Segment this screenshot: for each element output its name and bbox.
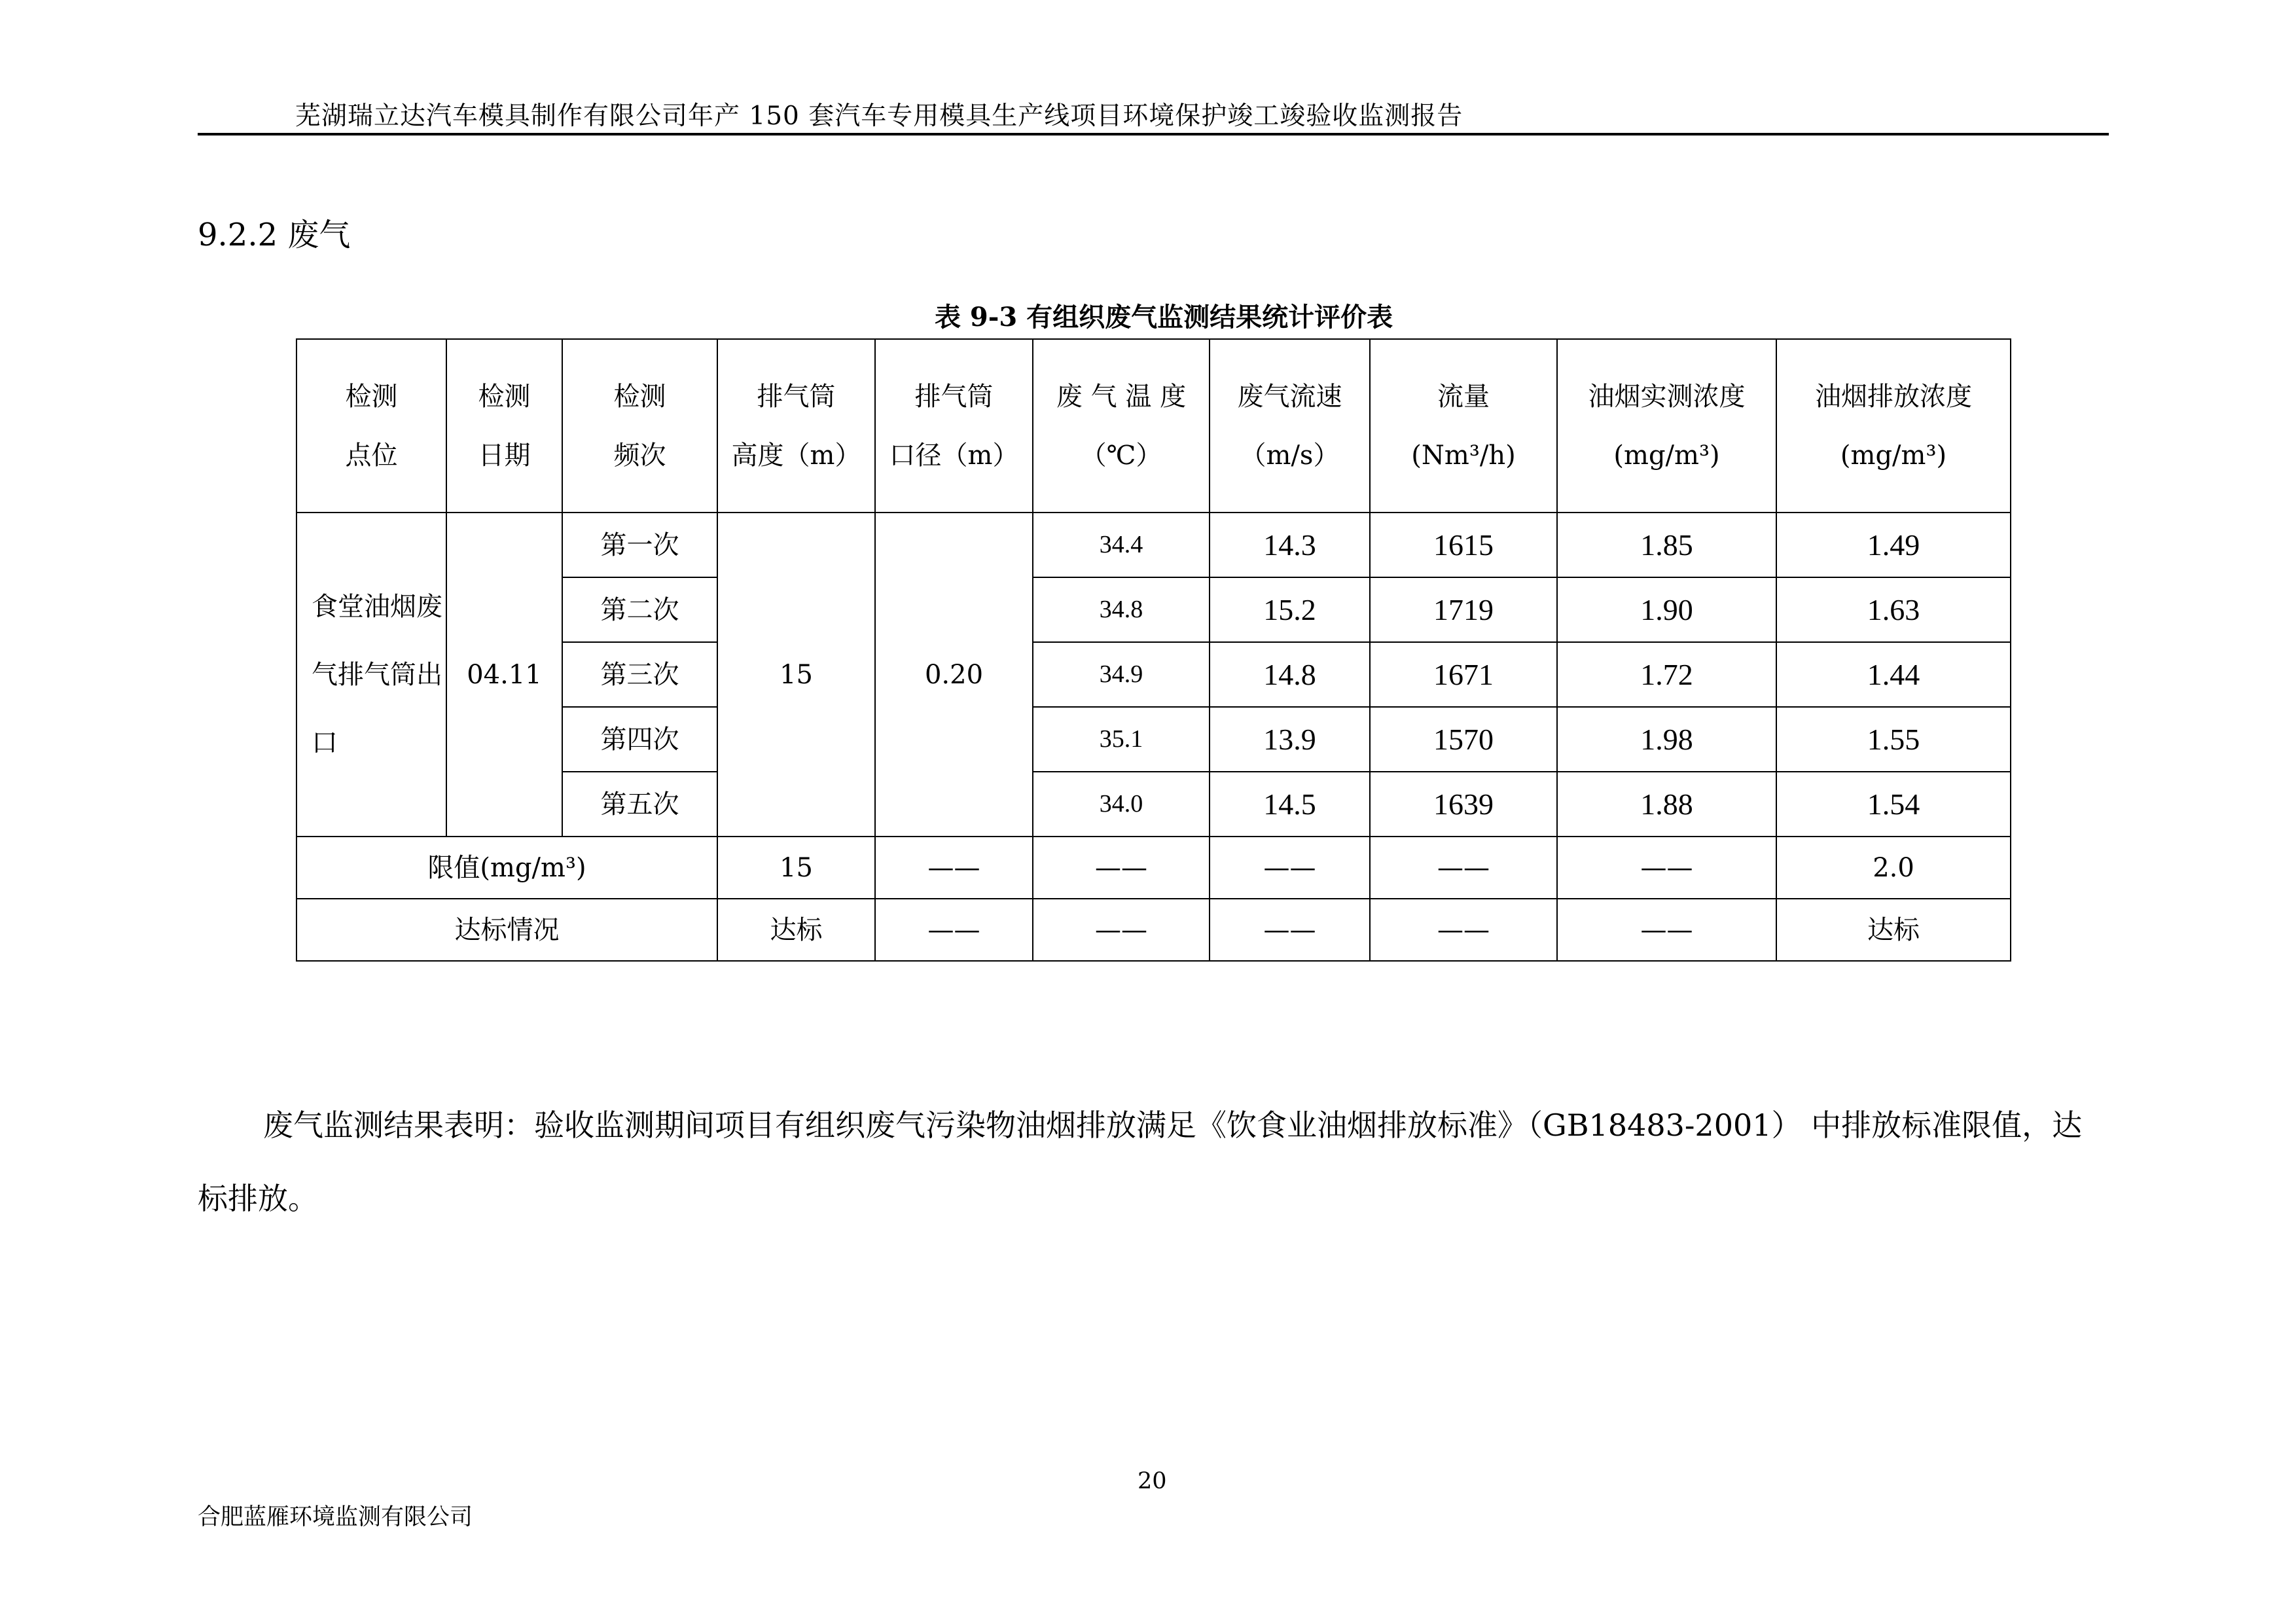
flow-cell: 1615 (1370, 513, 1557, 577)
limit-diameter: —— (875, 837, 1033, 899)
header-flow: 流量 (Nm³/h) (1370, 339, 1557, 513)
actual-concentration-cell: 1.90 (1557, 577, 1776, 642)
header-actual-concentration: 油烟实测浓度 (mg/m³) (1557, 339, 1776, 513)
table-row (296, 513, 2011, 577)
limit-label: 限值(mg/m³) (296, 837, 717, 899)
velocity-cell: 14.3 (1210, 513, 1370, 577)
stack-height-cell: 15 (717, 513, 875, 837)
temperature-cell: 34.4 (1033, 513, 1210, 577)
compliance-actual: —— (1557, 899, 1776, 961)
frequency-cell: 第一次 (562, 513, 717, 577)
header-frequency: 检测 频次 (562, 339, 717, 513)
actual-concentration-cell: 1.88 (1557, 772, 1776, 837)
header-gas-temperature: 废 气 温 度 （℃） (1033, 339, 1210, 513)
actual-concentration-cell: 1.85 (1557, 513, 1776, 577)
temperature-cell: 35.1 (1033, 707, 1210, 772)
temperature-cell: 34.9 (1033, 642, 1210, 707)
emission-concentration-cell: 1.54 (1776, 772, 2011, 837)
compliance-flow: —— (1370, 899, 1557, 961)
conclusion-paragraph: 废气监测结果表明：验收监测期间项目有组织废气污染物油烟排放满足《饮食业油烟排放标准》（GB18483-2001） 中排放标准限值，达标排放。 (198, 1108, 2083, 1216)
header-stack-height: 排气筒 高度（m） (717, 339, 875, 513)
section-title: 9.2.2 废气 (198, 217, 351, 253)
limit-height: 15 (717, 837, 875, 899)
emission-concentration-cell: 1.63 (1776, 577, 2011, 642)
limit-velocity: —— (1210, 837, 1370, 899)
compliance-temperature: —— (1033, 899, 1210, 961)
compliance-emission: 达标 (1776, 899, 2011, 961)
velocity-cell: 15.2 (1210, 577, 1370, 642)
flow-cell: 1719 (1370, 577, 1557, 642)
emission-concentration-cell: 1.55 (1776, 707, 2011, 772)
report-header-title: 芜湖瑞立达汽车模具制作有限公司年产 150 套汽车专用模具生产线项目环境保护竣工竣验收监测报告 (295, 101, 1463, 131)
velocity-cell: 14.8 (1210, 642, 1370, 707)
compliance-height: 达标 (717, 899, 875, 961)
date-cell: 04.11 (446, 513, 562, 837)
table-header-row (296, 339, 2011, 513)
flow-cell: 1570 (1370, 707, 1557, 772)
temperature-cell: 34.8 (1033, 577, 1210, 642)
header-gas-velocity: 废气流速 （m/s） (1210, 339, 1370, 513)
frequency-cell: 第二次 (562, 577, 717, 642)
header-divider (198, 133, 2109, 135)
temperature-cell: 34.0 (1033, 772, 1210, 837)
limit-flow: —— (1370, 837, 1557, 899)
header-emission-concentration: 油烟排放浓度 (mg/m³) (1776, 339, 2011, 513)
limit-row (296, 837, 2011, 899)
stack-diameter-cell: 0.20 (875, 513, 1033, 837)
compliance-velocity: —— (1210, 899, 1370, 961)
limit-temperature: —— (1033, 837, 1210, 899)
emission-concentration-cell: 1.44 (1776, 642, 2011, 707)
header-date: 检测 日期 (446, 339, 562, 513)
velocity-cell: 14.5 (1210, 772, 1370, 837)
page-number: 20 (1138, 1468, 1167, 1494)
compliance-row (296, 899, 2011, 961)
frequency-cell: 第四次 (562, 707, 717, 772)
frequency-cell: 第三次 (562, 642, 717, 707)
actual-concentration-cell: 1.72 (1557, 642, 1776, 707)
velocity-cell: 13.9 (1210, 707, 1370, 772)
limit-actual: —— (1557, 837, 1776, 899)
location-cell: 食堂油烟废气排气筒出口 (296, 513, 446, 837)
footer-company: 合肥蓝雁环境监测有限公司 (198, 1504, 473, 1530)
header-stack-diameter: 排气筒 口径（m） (875, 339, 1033, 513)
emission-concentration-cell: 1.49 (1776, 513, 2011, 577)
actual-concentration-cell: 1.98 (1557, 707, 1776, 772)
limit-emission: 2.0 (1776, 837, 2011, 899)
header-point: 检测 点位 (296, 339, 446, 513)
exhaust-gas-results-table (296, 338, 2011, 962)
compliance-diameter: —— (875, 899, 1033, 961)
flow-cell: 1639 (1370, 772, 1557, 837)
compliance-label: 达标情况 (296, 899, 717, 961)
frequency-cell: 第五次 (562, 772, 717, 837)
flow-cell: 1671 (1370, 642, 1557, 707)
table-title: 表 9-3 有组织废气监测结果统计评价表 (935, 302, 1393, 333)
